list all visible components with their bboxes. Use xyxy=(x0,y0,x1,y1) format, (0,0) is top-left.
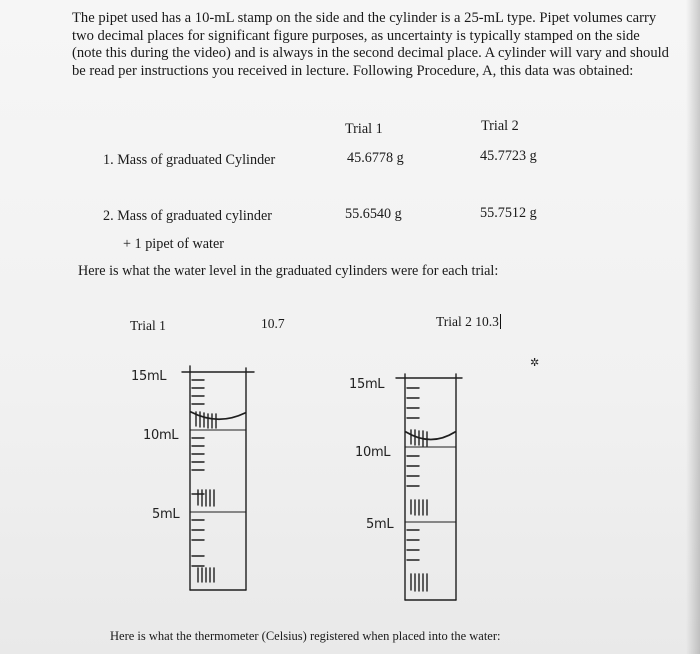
cyl1-label-10ml: 10mL xyxy=(143,428,179,443)
row1-label: 1. Mass of graduated Cylinder xyxy=(103,152,276,168)
trial2-header: Trial 2 xyxy=(481,118,519,134)
cyl1-label-15ml: 15mL xyxy=(131,369,167,384)
cyl1-label-5ml: 5mL xyxy=(152,507,180,522)
graduated-cylinder-1 xyxy=(182,366,254,590)
trial2-label-text: Trial 2 xyxy=(436,314,472,329)
page-edge-shadow xyxy=(686,0,700,654)
water-level-heading: Here is what the water level in the graduated cylinders were for each trial: xyxy=(78,263,499,279)
trial1-reading: 10.7 xyxy=(261,316,285,331)
graduated-cylinder-2 xyxy=(396,374,462,600)
cyl2-label-15ml: 15mL xyxy=(349,377,385,392)
row1-trial2-value: 45.7723 g xyxy=(480,148,537,164)
row2-label: 2. Mass of graduated cylinder xyxy=(103,208,273,224)
row2-trial1-value: 55.6540 g xyxy=(345,206,402,222)
intro-paragraph: The pipet used has a 10-mL stamp on the side and the cylinder is a 25-mL type. Pipet volumes carry two decimal places for significant figure purposes, as uncertainty is typically stamped on the side (note this during the video) and is always in the second decimal place. A cylinder will vary and should be read per instructions you received in lecture. Following Procedure, A, this data was obtained: xyxy=(72,10,669,79)
trial2-reading: 10.3 xyxy=(475,314,499,329)
cyl2-label-10ml: 10mL xyxy=(355,445,391,460)
scribble-mark-icon: ✲ xyxy=(530,356,539,369)
cyl2-label-5ml: 5mL xyxy=(366,517,394,532)
trial1-header: Trial 1 xyxy=(345,121,383,137)
row1-trial1-value: 45.6778 g xyxy=(347,150,404,166)
trial1-label: Trial 1 xyxy=(130,318,166,333)
thermometer-heading: Here is what the thermometer (Celsius) registered when placed into the water: xyxy=(110,629,501,643)
row2-label-continuation: + 1 pipet of water xyxy=(123,236,224,252)
row2-trial2-value: 55.7512 g xyxy=(480,205,537,221)
